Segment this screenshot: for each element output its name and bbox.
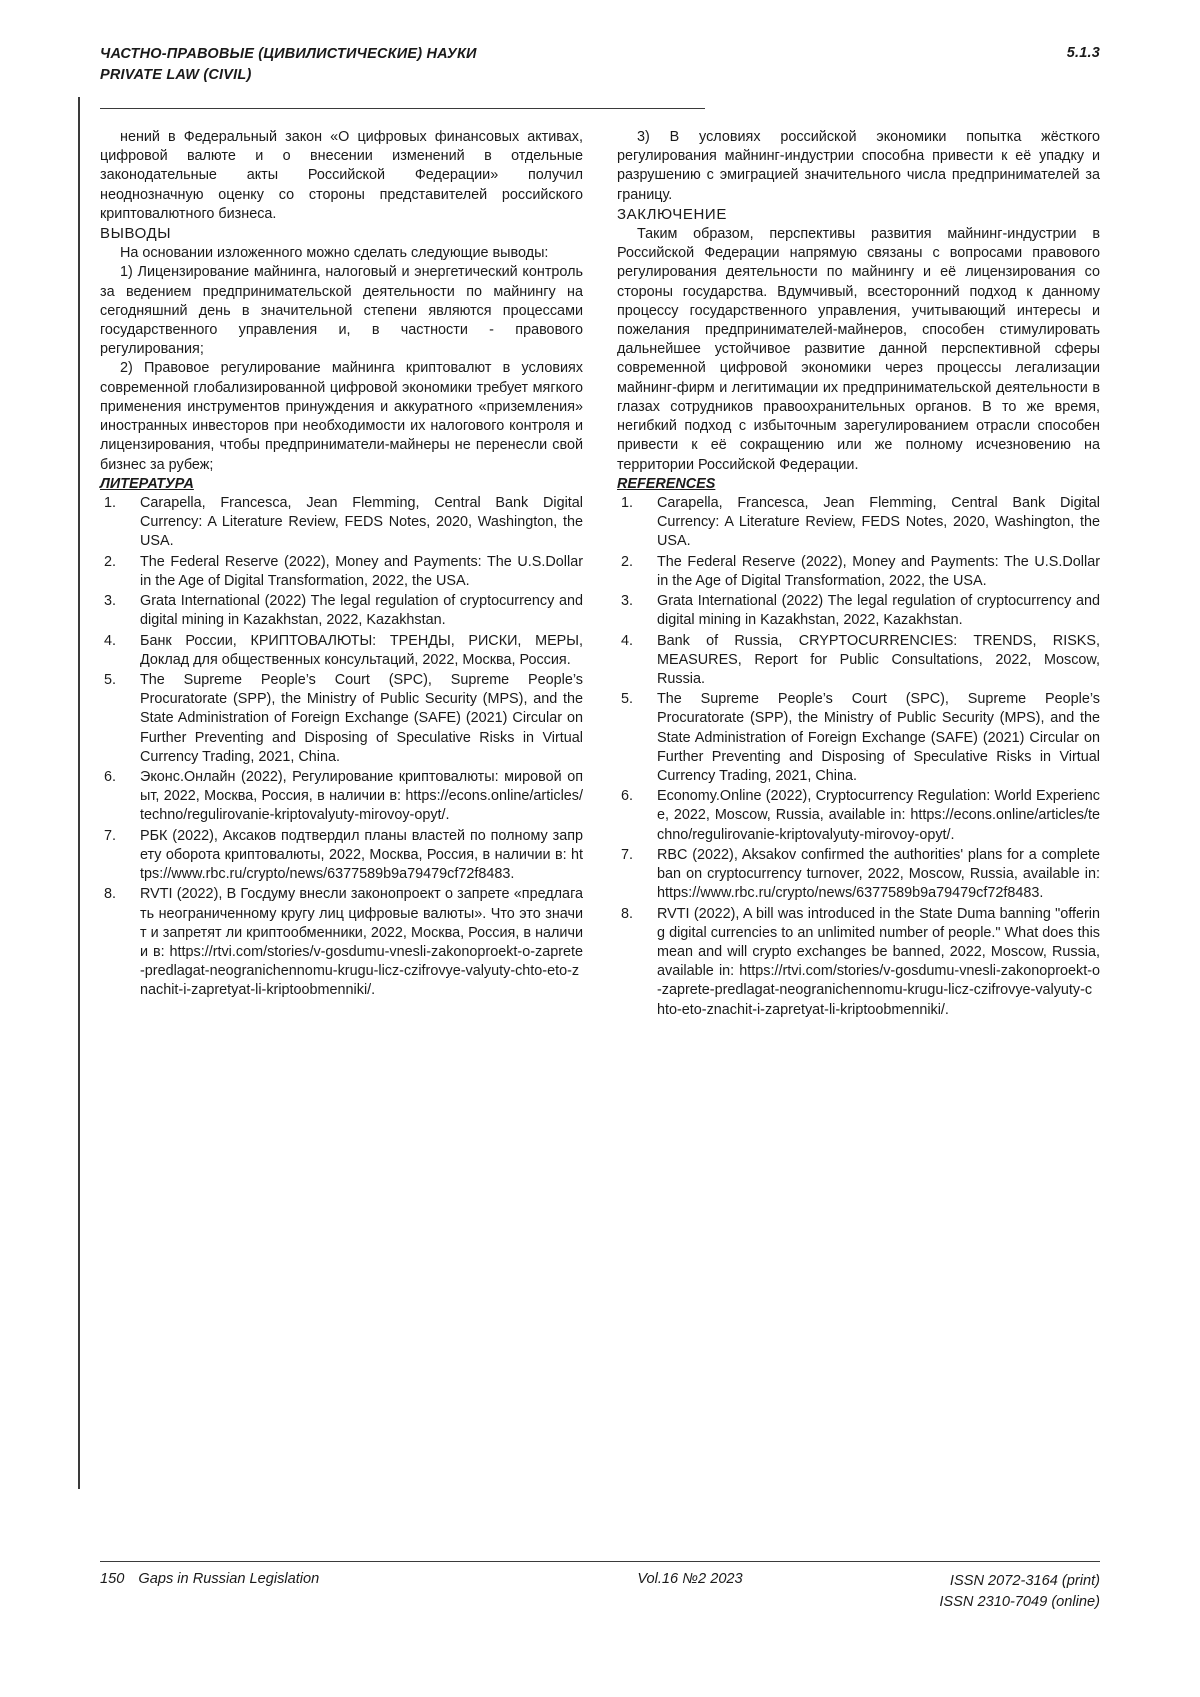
page-header	[100, 44, 1100, 86]
list-item: Carapella, Francesca, Jean Flemming, Central Bank Digital Currency: A Literature Review, FEDS Notes, 2020, Washington, the USA.	[657, 494, 1100, 550]
footer-rule	[100, 1561, 1100, 1562]
left-column	[100, 128, 583, 1021]
list-item: Банк России, КРИПТОВАЛЮТЫ: ТРЕНДЫ, РИСКИ, МЕРЫ, Доклад для общественных консультаций, 2022, Москва, Россия.	[140, 632, 583, 668]
list-item: The Supreme People’s Court (SPC), Supreme People’s Procuratorate (SPP), the Ministry of Public Security (MPS), and the State Administration of Foreign Exchange (SAFE) (2021) Circular on Further Preventing and Disposing of Speculative Risks in Virtual Currency Trading, 2021, China.	[657, 691, 1100, 785]
references-list	[617, 494, 1100, 1020]
list-item: The Federal Reserve (2022), Money and Payments: The U.S.Dollar in the Age of Digital Transformation, 2022, the USA.	[140, 553, 583, 589]
left-paragraph-1: На основании изложенного можно сделать следующие выводы:	[120, 245, 549, 262]
conclusions-heading: ВЫВОДЫ	[100, 225, 172, 243]
right-intro-paragraph: 3) В условиях российской экономики попытка жёсткого регулирования майнинг-индустрии способна привести к её упадку и разрушению с эмиграцией значительного числа предпринимателей за границу.	[617, 129, 1100, 203]
header-title-ru: ЧАСТНО-ПРАВОВЫЕ (ЦИВИЛИСТИЧЕСКИЕ) НАУКИ	[100, 46, 477, 62]
journal-title: Gaps in Russian Legislation	[138, 1570, 320, 1587]
page-number: 150	[100, 1570, 125, 1587]
left-intro-paragraph: нений в Федеральный закон «О цифровых финансовых активах, цифровой валюте и о внесении изменений в отдельные законодательные акты Российской Федерации» получил неоднозначную оценку со стороны представителей российского криптовалютного бизнеса.	[100, 129, 583, 222]
list-item: RVTI (2022), В Госдуму внесли законопроект о запрете «предлагать неограниченному кругу лиц цифровые валюты». Что это значит и запретят ли криптообменники, 2022, Москва, Россия, в наличии в: https://rtvi.com/stories/v-gosdumu-vnesli-zakonoproekt-o-zaprete-predlagat-neogranichennomu-krugu-licz-czifrovye-valyuty-chto-eto-znachit-i-zapretyat-li-kriptoobmenniki/.	[140, 886, 583, 999]
literature-heading: ЛИТЕРАТУРА	[100, 475, 194, 492]
list-item: РБК (2022), Аксаков подтвердил планы властей по полному запрету оборота криптовалюты, 2022, Москва, Россия, в наличии в: https://www.rbc.ru/crypto/news/6377589b9a79479cf72f8483.	[140, 827, 583, 883]
list-item: Grata International (2022) The legal regulation of cryptocurrency and digital mining in Kazakhstan, 2022, Kazakhstan.	[140, 593, 583, 629]
references-heading: REFERENCES	[617, 475, 716, 492]
issn-online: ISSN 2310-7049 (online)	[939, 1593, 1100, 1610]
literature-list	[100, 494, 583, 1001]
conclusion-heading: ЗАКЛЮЧЕНИЕ	[617, 205, 727, 223]
left-paragraph-3: 2) Правовое регулирование майнинга криптовалют в условиях современной глобализированной цифровой экономики требует мягкого применения инструментов принуждения и аккуратного «приземления» иностранных инвесторов при необходимости их налогового контроля и лицензирования, чтобы предприниматели-майнеры не перенесли свой бизнес за рубеж;	[100, 360, 583, 473]
list-item: Economy.Online (2022), Cryptocurrency Regulation: World Experience, 2022, Moscow, Russia, available in: https://econs.online/articles/techno/regulirovanie-kriptovalyuty-mirovoy-opyt/.	[657, 788, 1100, 843]
volume-issue: Vol.16 №2 2023	[637, 1570, 743, 1587]
header-section-code: 5.1.3	[1066, 45, 1100, 61]
right-column	[617, 128, 1100, 1021]
list-item: RVTI (2022), A bill was introduced in the State Duma banning "offering digital currencies to an unlimited number of people." What does this mean and will crypto exchanges be banned, 2022, Moscow, Russia, available in: https://rtvi.com/stories/v-gosdumu-vnesli-zakonoproekt-o-zaprete-predlagat-neogranichennomu-krugu-licz-czifrovye-valyuty-chto-eto-znachit-i-zapretyat-li-kriptoobmenniki/.	[657, 905, 1100, 1018]
issn-print: ISSN 2072-3164 (print)	[949, 1572, 1100, 1589]
header-rule	[100, 108, 705, 109]
page-footer	[100, 1561, 1100, 1613]
list-item: RBC (2022), Aksakov confirmed the authorities' plans for a complete ban on cryptocurrency turnover, 2022, Moscow, Russia, available in: https://www.rbc.ru/crypto/news/6377589b9a79479cf72f8483.	[657, 846, 1100, 902]
list-item: The Supreme People’s Court (SPC), Supreme People’s Procuratorate (SPP), the Ministry of Public Security (MPS), and the State Administration of Foreign Exchange (SAFE) (2021) Circular on Further Preventing and Disposing of Speculative Risks in Virtual Currency Trading, 2021, China.	[140, 671, 583, 765]
header-title-block	[100, 44, 477, 86]
left-margin-rule	[78, 97, 80, 1489]
right-paragraph-1: Таким образом, перспективы развития майнинг-индустрии в Российской Федерации напрямую связаны с вопросами правового регулирования деятельности по майнингу и её лицензирования со стороны государства. Вдумчивый, всесторонний подход к данному процессу государственного управления, учитывающий интересы и пожелания предпринимателей-майнеров, способен стимулировать дальнейшее устойчивое развитие данной перспективной сферы современной цифровой экономики через процессы легализации майнинг-фирм и легитимации их предпринимательской деятельности в глазах сотрудников правоохранительных органов. В то же время, негибкий подход с избыточным зарегулированием отрасли способен привести к её сокращению или же полному исчезновению на территории Российской Федерации.	[617, 225, 1100, 473]
list-item: Эконс.Онлайн (2022), Регулирование криптовалюты: мировой опыт, 2022, Москва, Россия, в наличии в: https://econs.online/articles/techno/regulirovanie-kriptovalyuty-mirovoy-opyt/.	[140, 769, 583, 824]
header-title-en: PRIVATE LAW (CIVIL)	[100, 67, 252, 84]
list-item: Bank of Russia, CRYPTOCURRENCIES: TRENDS, RISKS, MEASURES, Report for Public Consultations, 2022, Moscow, Russia.	[657, 632, 1100, 687]
two-column-body	[100, 128, 1100, 1021]
list-item: The Federal Reserve (2022), Money and Payments: The U.S.Dollar in the Age of Digital Transformation, 2022, the USA.	[657, 553, 1100, 589]
list-item: Grata International (2022) The legal regulation of cryptocurrency and digital mining in Kazakhstan, 2022, Kazakhstan.	[657, 593, 1100, 629]
left-paragraph-2: 1) Лицензирование майнинга, налоговый и энергетический контроль за ведением предпринимательской деятельности по майнингу на сегодняшний день в значительной степени являются процессами государственного управления и, в частности - правового регулирования;	[100, 264, 583, 358]
list-item: Carapella, Francesca, Jean Flemming, Central Bank Digital Currency: A Literature Review, FEDS Notes, 2020, Washington, the USA.	[140, 494, 583, 550]
